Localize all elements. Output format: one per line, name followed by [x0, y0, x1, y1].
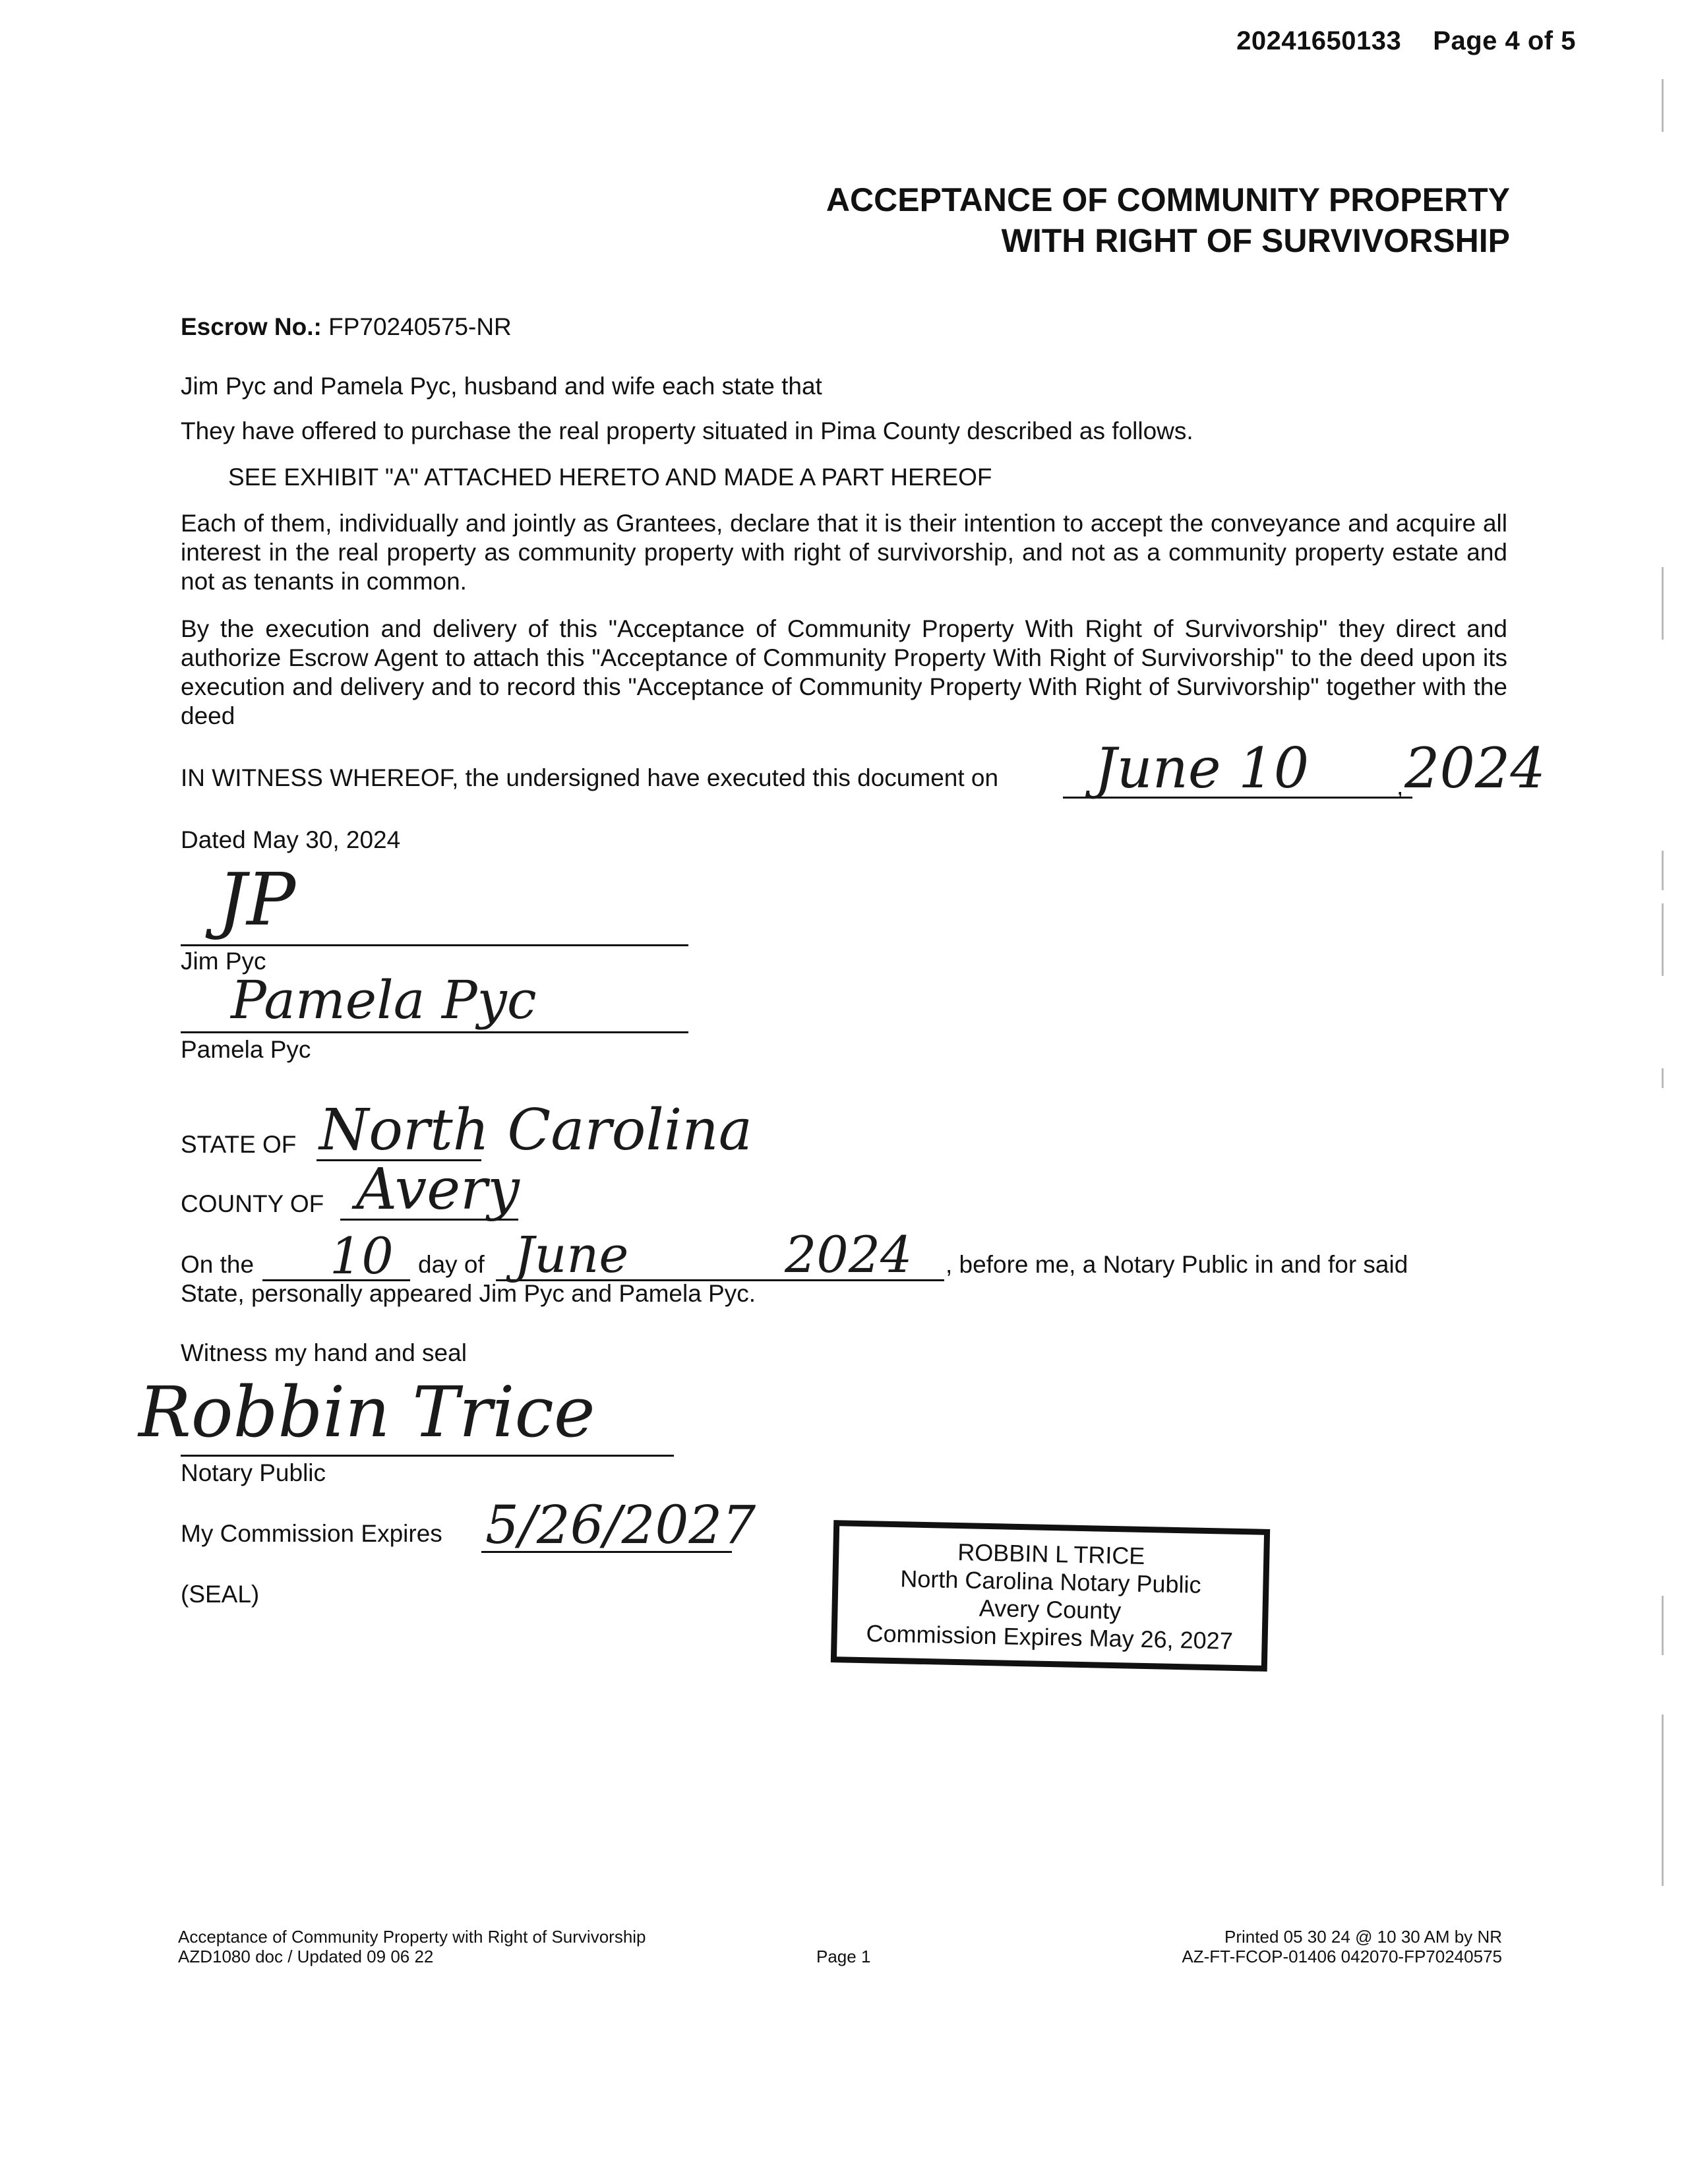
signer-name-jim: Jim Pyc: [181, 948, 266, 975]
paragraph-exhibit: SEE EXHIBIT "A" ATTACHED HERETO AND MADE A PART HEREOF: [228, 464, 992, 491]
scan-margin-mark: [1662, 1596, 1664, 1655]
stamp-notary-name: ROBBIN L TRICE: [957, 1538, 1145, 1569]
escrow-label: Escrow No.:: [181, 313, 322, 340]
footer-form-title: Acceptance of Community Property with Right of Survivorship: [178, 1927, 646, 1947]
document-number: 20241650133: [1236, 26, 1402, 55]
signature-line-pamela: [181, 1031, 688, 1033]
signer-name-pamela: Pamela Pyc: [181, 1036, 311, 1063]
scan-margin-mark: [1662, 79, 1664, 132]
footer-left: [178, 1927, 646, 1966]
page-header: [1205, 26, 1576, 56]
county-of-label: COUNTY OF: [181, 1190, 324, 1217]
page-indicator: Page 4 of 5: [1433, 26, 1576, 55]
month-handwritten: June: [514, 1225, 629, 1284]
notary-signature: Robbin Trice: [138, 1372, 595, 1453]
on-the-label: On the: [181, 1251, 255, 1278]
year-handwritten: 2024: [785, 1225, 913, 1284]
signature-line-jim: [181, 944, 688, 946]
footer-printed-info: Printed 05 30 24 @ 10 30 AM by NR: [1224, 1927, 1502, 1947]
witness-hand-seal: Witness my hand and seal: [181, 1339, 467, 1366]
paragraph-intention: Each of them, individually and jointly as Grantees, declare that it is their intention to accept the conveyance and acquire all interest in the real property as community property with right of survivorship, and not as a community property estate and not as tenants in common.: [181, 510, 1507, 595]
before-me-text: , before me, a Notary Public in and for said: [946, 1251, 1408, 1278]
notary-signature-line: [181, 1455, 674, 1457]
scan-margin-mark: [1662, 851, 1664, 890]
stamp-notary-state: North Carolina Notary Public: [899, 1565, 1201, 1598]
document-title-line1: ACCEPTANCE OF COMMUNITY PROPERTY: [826, 181, 1510, 218]
commission-expires-label: My Commission Expires: [181, 1520, 442, 1547]
witness-date-handwritten: June 10: [1095, 736, 1310, 801]
scan-margin-mark: [1662, 1068, 1664, 1088]
scan-margin-mark: [1662, 903, 1664, 976]
commission-expires-handwritten: 5/26/2027: [485, 1494, 756, 1556]
notary-public-label: Notary Public: [181, 1459, 326, 1486]
dated-line: Dated May 30, 2024: [181, 826, 401, 853]
witness-year-handwritten: 2024: [1404, 736, 1546, 801]
footer-file-reference: AZ-FT-FCOP-01406 042070-FP70240575: [1182, 1947, 1502, 1966]
footer-form-version: AZD1080 doc / Updated 09 06 22: [178, 1947, 434, 1966]
scan-margin-mark: [1662, 1714, 1664, 1886]
signature-pamela-pyc: Pamela Pyc: [231, 969, 537, 1031]
stamp-commission: Commission Expires May 26, 2027: [866, 1620, 1234, 1654]
personally-appeared-text: State, personally appeared Jim Pyc and Pamela Pyc.: [181, 1280, 756, 1307]
state-of-label: STATE OF: [181, 1131, 297, 1158]
document-title-line2: WITH RIGHT OF SURVIVORSHIP: [1001, 222, 1510, 259]
paragraph-purchase: They have offered to purchase the real property situated in Pima County described as follows.: [181, 417, 1193, 444]
stamp-county: Avery County: [979, 1594, 1122, 1625]
day-of-label: day of: [418, 1251, 485, 1278]
paragraph-direction: By the execution and delivery of this "Acceptance of Community Property With Right of Survivorship" they direct and authorize Escrow Agent to attach this "Acceptance of Community Property With Right of Survivorship" to the deed upon its execution and delivery and to record this "Acceptance of Community Property With Right of Survivorship" together with the deed: [181, 615, 1507, 729]
signature-jim-pyc: JP: [218, 857, 296, 942]
notary-stamp: [831, 1520, 1270, 1672]
escrow-number: [181, 313, 512, 342]
footer-page-number: Page 1: [816, 1947, 871, 1966]
witness-comma: ,: [1397, 773, 1404, 800]
seal-label: (SEAL): [181, 1581, 260, 1608]
county-handwritten: Avery: [356, 1157, 520, 1223]
paragraph-parties: Jim Pyc and Pamela Pyc, husband and wife each state that: [181, 373, 822, 400]
scan-margin-mark: [1662, 567, 1664, 640]
footer-right: [1182, 1927, 1502, 1966]
day-handwritten: 10: [330, 1227, 394, 1285]
witness-statement: IN WITNESS WHEREOF, the undersigned have executed this document on: [181, 764, 999, 791]
state-handwritten: North Carolina: [319, 1097, 753, 1163]
escrow-value: FP70240575-NR: [328, 313, 512, 340]
